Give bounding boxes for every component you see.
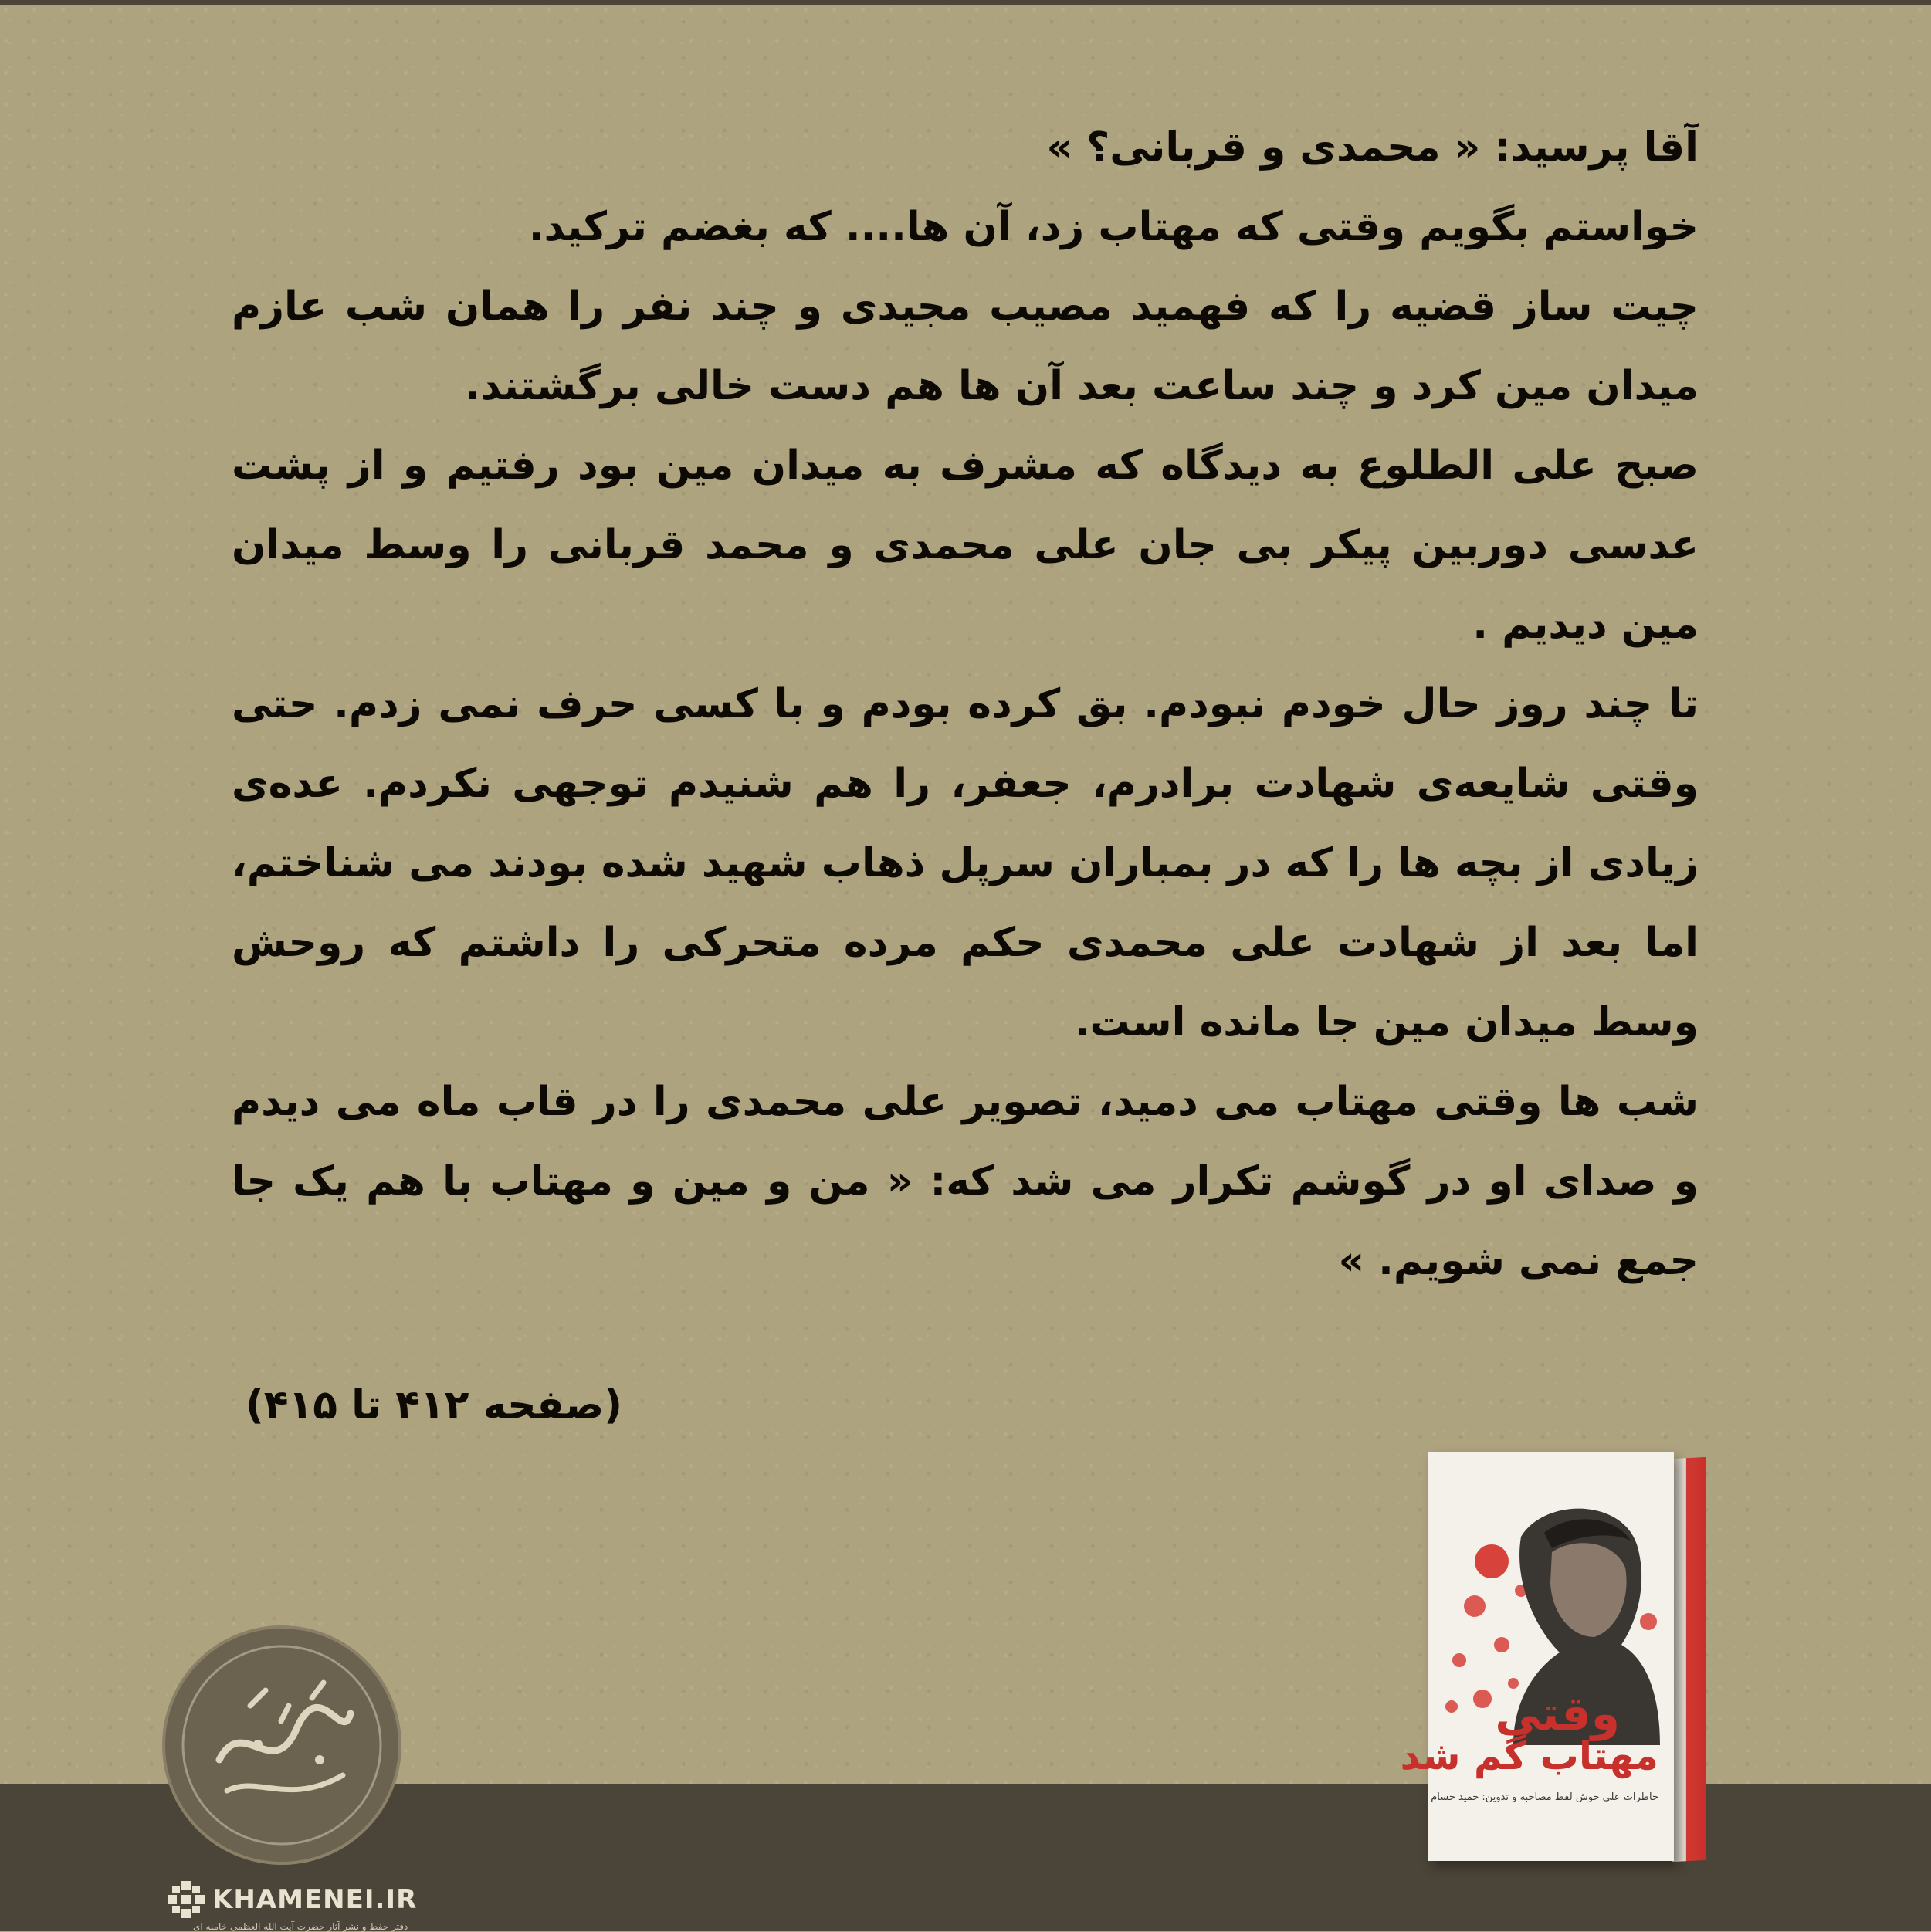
site-name: KHAMENEI.IR xyxy=(212,1884,418,1915)
paragraph-4: صبح علی الطلوع به دیدگاه که مشرف به میدان مین بود رفتیم و از پشت عدسی دوربین پیکر بی جان علی محمدی و محمد قربانی را وسط میدان مین دیدیم . xyxy=(232,442,1699,648)
paragraph-6: شب ها وقتی مهتاب می دمید، تصویر علی محمدی را در قاب ماه می دیدم و صدای او در گوشم تکرار می شد که: « من و مین و مهتاب با هم یک جا جمع نمی شویم. » xyxy=(232,1079,1699,1284)
paragraph-2: خواستم بگویم وقتی که مهتاب زد، آن ها.... که بغضم ترکید. xyxy=(528,204,1699,250)
page-reference: (صفحه ۴۱۲ تا ۴۱۵) xyxy=(246,1382,623,1429)
paragraph-3: چیت ساز قضیه را که فهمید مصیب مجیدی و چند نفر را همان شب عازم میدان مین کرد و چند ساعت بعد آن ها هم دست خالی برگشتند. xyxy=(232,283,1699,409)
site-logo[interactable] xyxy=(166,1879,417,1920)
paragraph-1: آقا پرسید: « محمدی و قربانی؟ » xyxy=(1046,124,1699,171)
book-cover-image xyxy=(1400,1452,1706,1861)
book-title-line1: وقتی xyxy=(1495,1687,1620,1741)
site-emblem-icon xyxy=(166,1879,206,1920)
holy-defense-seal-logo xyxy=(162,1625,401,1865)
book-credits: خاطرات علی خوش لفظ مصاحبه و تدوین: حمید حسام xyxy=(1431,1791,1658,1803)
memoir-excerpt xyxy=(232,108,1699,1301)
paragraph-5: تا چند روز حال خودم نبودم. بق کرده بودم و با کسی حرف نمی زدم. حتی وقتی شایعه‌ی شهادت برادرم، جعفر، را هم شنیدم توجهی نکردم. عده‌ی زیادی از بچه ها را که در بمباران سرپل ذهاب شهید شده بودند می شناختم، اما بعد از شهادت علی محمدی حکم مرده متحرکی را داشتم که روحش وسط میدان مین جا مانده است. xyxy=(232,681,1699,1046)
book-spine xyxy=(1672,1457,1706,1862)
cover-badge xyxy=(1475,1544,1509,1578)
calligraphy-seal-icon xyxy=(165,1629,398,1862)
book-front-cover xyxy=(1400,1452,1674,1861)
book-title-line2: مهتاب گم شد xyxy=(1400,1734,1658,1778)
site-caption: دفتر حفظ و نشر آثار حضرت آیت الله العظمی خامنه ای xyxy=(193,1921,408,1932)
